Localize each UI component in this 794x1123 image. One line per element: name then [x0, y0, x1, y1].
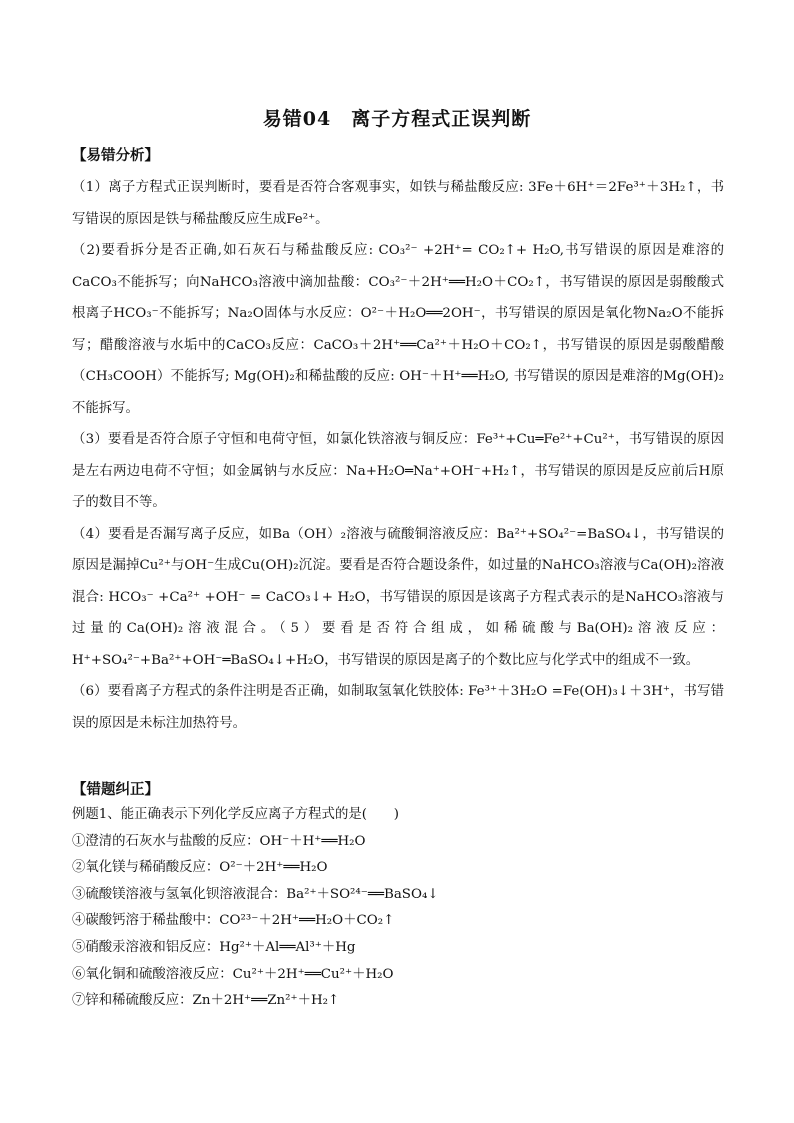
analysis-paragraph-2: （2)要看拆分是否正确,如石灰石与稀盐酸反应: CO₃²⁻ +2H⁺= CO₂↑+ H₂O,书写错误的原因是难溶的CaCO₃不能拆写；向NaHCO₃溶液中滴加盐酸：CO₃²⁻＋2H⁺══H₂O＋CO₂↑，书写错误的原因是弱酸酸式根离子HCO₃⁻不能拆写；Na₂O固体与水反应：O²⁻＋H₂O══2OH⁻，书写错误的原因是氧化物Na₂O不能拆写；醋酸溶液与水垢中的CaCO₃反应：CaCO₃＋2H⁺══Ca²⁺＋H₂O＋CO₂↑，书写错误的原因是弱酸醋酸（CH₃COOH）不能拆写; Mg(OH)₂和稀盐酸的反应: OH⁻＋H⁺══H₂O, 书写错误的原因是难溶的Mg(OH)₂不能拆写。: [72, 243, 724, 416]
analysis-paragraph-1: （1）离子方程式正误判断时，要看是否符合客观事实，如铁与稀盐酸反应: 3Fe＋6H⁺＝2Fe³⁺＋3H₂↑，书写错误的原因是铁与稀盐酸反应生成Fe²⁺。: [72, 180, 724, 227]
page-title: 易错04 离子方程式正误判断: [262, 108, 532, 130]
option-3: ③硫酸镁溶液与氢氧化钡溶液混合：Ba²⁺＋SO²⁴⁻══BaSO₄↓: [72, 886, 439, 902]
option-5: ⑤硝酸汞溶液和铝反应：Hg²⁺＋Al══Al³⁺＋Hg: [72, 939, 356, 955]
option-2: ②氧化镁与稀硝酸反应：O²⁻＋2H⁺══H₂O: [72, 860, 328, 876]
option-6: ⑥氧化铜和硫酸溶液反应：Cu²⁺＋2H⁺══Cu²⁺＋H₂O: [72, 966, 394, 982]
option-7: ⑦锌和稀硫酸反应：Zn＋2H⁺══Zn²⁺＋H₂↑: [72, 993, 340, 1009]
analysis-body: [72, 172, 724, 739]
analysis-paragraph-5: （6）要看离子方程式的条件注明是否正确，如制取氢氧化铁胶体: Fe³⁺＋3H₂O =Fe(OH)₃↓＋3H⁺，书写错误的原因是未标注加热符号。: [72, 684, 724, 731]
question-stem: 例题1、能正确表示下列化学反应离子方程式的是( ): [72, 807, 399, 822]
option-1: ①澄清的石灰水与盐酸的反应：OH⁻＋H⁺══H₂O: [72, 833, 366, 849]
example-question: [72, 802, 724, 1015]
option-4: ④碳酸钙溶于稀盐酸中：CO²³⁻＋2H⁺══H₂O＋CO₂↑: [72, 913, 395, 929]
analysis-heading: 【易错分析】: [72, 147, 159, 164]
analysis-paragraph-3: （3）要看是否符合原子守恒和电荷守恒，如氯化铁溶液与铜反应：Fe³⁺+Cu═Fe²⁺+Cu²⁺，书写错误的原因是左右两边电荷不守恒；如金属钠与水反应：Na+H₂O═Na⁺+OH⁻+H₂↑，书写错误的原因是反应前后H原子的数目不等。: [72, 432, 724, 510]
correction-heading: 【错题纠正】: [72, 781, 159, 798]
analysis-paragraph-4: （4）要看是否漏写离子反应，如Ba（OH）₂溶液与硫酸铜溶液反应：Ba²⁺+SO₄²⁻=BaSO₄↓，书写错误的原因是漏掉Cu²⁺与OH⁻生成Cu(OH)₂沉淀。要看是否符合题设条件，如过量的NaHCO₃溶液与Ca(OH)₂溶液混合: HCO₃⁻ +Ca²⁺ +OH⁻ = CaCO₃↓+ H₂O，书写错误的原因是该离子方程式表示的是NaHCO₃溶液与过量的Ca(OH)₂溶液混合。（5）要看是否符合组成，如稀硫酸与Ba(OH)₂溶液反应：H⁺+SO₄²⁻+Ba²⁺+OH⁻═BaSO₄↓+H₂O，书写错误的原因是离子的个数比应与化学式中的组成不一致。: [72, 526, 724, 668]
